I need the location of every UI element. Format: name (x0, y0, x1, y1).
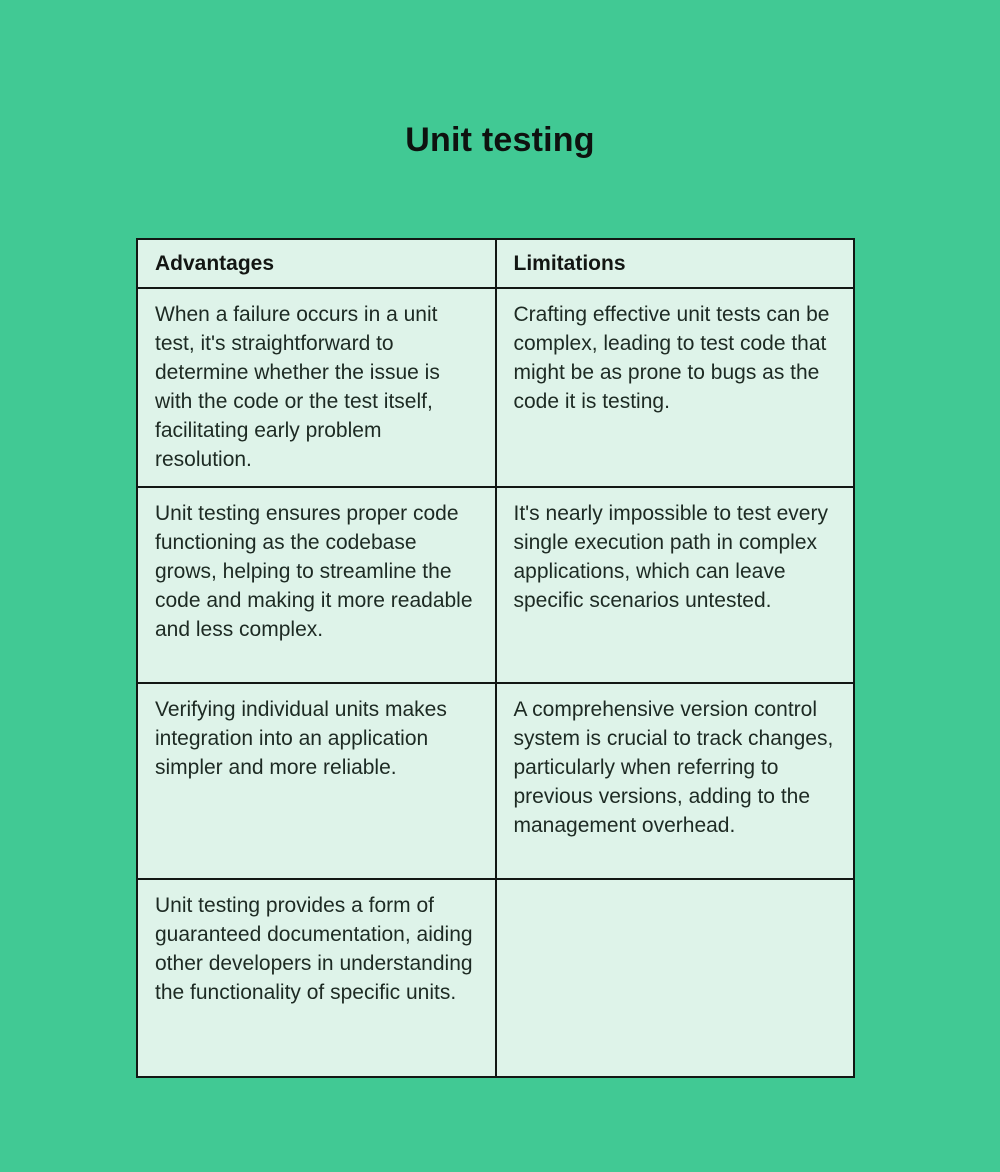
table-row (137, 288, 854, 487)
table-row (137, 879, 854, 1077)
page-title: Unit testing (405, 120, 595, 159)
column-header-limitations: Limitations (496, 239, 855, 288)
table-header-row (137, 239, 854, 288)
table-header (137, 239, 854, 288)
limitation-cell: A comprehensive version control system is crucial to track changes, particularly when referring to previous versions, adding to the management overhead. (496, 683, 855, 879)
table-row (137, 487, 854, 683)
advantage-cell: Verifying individual units makes integration into an application simpler and more reliable. (137, 683, 496, 879)
advantage-cell: Unit testing ensures proper code functioning as the codebase grows, helping to streamline the code and making it more readable and less complex. (137, 487, 496, 683)
comparison-table (136, 238, 855, 1078)
limitation-cell: It's nearly impossible to test every single execution path in complex applications, which can leave specific scenarios untested. (496, 487, 855, 683)
column-header-advantages: Advantages (137, 239, 496, 288)
advantage-cell: When a failure occurs in a unit test, it's straightforward to determine whether the issue is with the code or the test itself, facilitating early problem resolution. (137, 288, 496, 487)
limitation-cell (496, 879, 855, 1077)
limitation-cell: Crafting effective unit tests can be complex, leading to test code that might be as prone to bugs as the code it is testing. (496, 288, 855, 487)
table-body (137, 288, 854, 1077)
table-row (137, 683, 854, 879)
advantage-cell: Unit testing provides a form of guaranteed documentation, aiding other developers in understanding the functionality of specific units. (137, 879, 496, 1077)
